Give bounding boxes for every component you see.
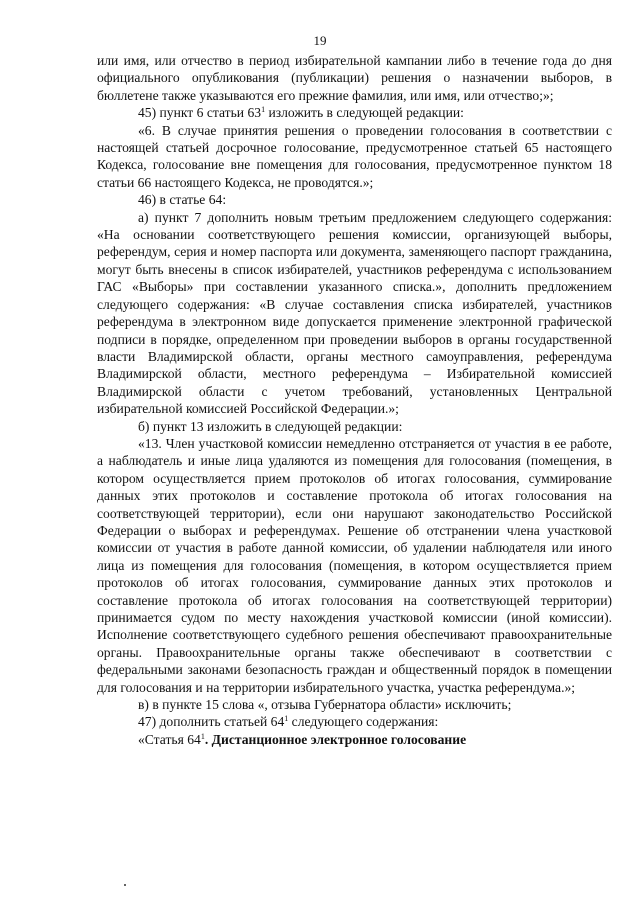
paragraph-subitem-v: в) в пункте 15 слова «, отзыва Губернатора области» исключить; — [138, 697, 512, 713]
paragraph-item-45 — [97, 104, 612, 121]
superscript: 1 — [200, 731, 205, 741]
paragraph-subitem-a: а) пункт 7 дополнить новым третьим предложением следующего содержания: «На основании соответствующего решения комиссии, организующей выборы, референдум, серия и номер паспорта или документа, заменяющего паспорт гражданина, могут быть внесены в список избирателей, участников референдума с использованием ГАС «Выборы» при составлении указанного списка.», дополнить предложением следующего содержания: «В случае составления списка избирателей, участников референдума в электронном виде допускается применение электронной графической подписи в порядке, определенном при проведении выборов в органы государственной власти Владимирской области, органы местного самоуправления, референдума Владимирской области, местного референдума – Избирательной комиссией Владимирской области с учетом требований, установленных Центральной избирательной комиссией Российской Федерации.»; — [97, 209, 612, 417]
article-heading-label: «Статья 64 — [138, 731, 201, 747]
paragraph-continuation: или имя, или отчество в период избирательной кампании либо в течение года до дня официального опубликования (публикации) решения о назначении выборов, в бюллетене также указываются его прежние фамилия, или имя, или отчество;»; — [97, 53, 612, 103]
item-45-suffix: изложить в следующей редакции: — [265, 105, 464, 121]
item-45-text: 45) пункт 6 статьи 63 — [138, 105, 262, 121]
paragraph-point-13: «13. Член участковой комиссии немедленно отстраняется от участия в ее работе, а наблюдатель и иные лица удаляются из помещения для голосования (помещения, в котором осуществляется прием протоколов об итогах голосования, суммирование данных этих протоколов и составление протокола об итогах голосования на соответствующей территории), если они нарушают законодательство Российской Федерации о выборах и референдумах. Решение об отстранении члена участковой комиссии от участия в работе данной комиссии, об удалении наблюдателя или иного лица из помещения для голосования (помещения, в котором осуществляется прием протоколов об итогах голосования, суммирование данных этих протоколов и составление протокола об итогах голосования на соответствующей территории) принимается судом по месту нахождения участковой комиссии (иной комиссии). Исполнение соответствующего судебного решения обеспечивают правоохранительные органы. Правоохранительные органы также обеспечивают в соответствии с федеральными законами безопасность граждан и общественный порядок в помещении для голосования и на территории избирательного участка, участка референдума.»; — [97, 435, 612, 695]
article-heading — [97, 731, 612, 748]
scan-speck — [124, 884, 126, 886]
paragraph-item-46: 46) в статье 64: — [138, 192, 227, 208]
page-number: 19 — [313, 33, 327, 48]
item-47-text: 47) дополнить статьей 64 — [138, 714, 285, 730]
paragraph-point-6: «6. В случае принятия решения о проведении голосования в соответствии с настоящей статьей досрочное голосование, предусмотренное статьей 65 настоящего Кодекса, голосование вне помещения для голосования, предусмотренное пунктом 18 статьи 66 настоящего Кодекса, не проводятся.»; — [97, 122, 612, 190]
superscript: 1 — [261, 105, 266, 115]
paragraph-subitem-b: б) пункт 13 изложить в следующей редакции: — [138, 418, 403, 434]
document-body — [97, 52, 612, 748]
item-47-suffix: следующего содержания: — [288, 714, 439, 730]
superscript: 1 — [284, 714, 289, 724]
article-heading-title: . Дистанционное электронное голосование — [204, 731, 467, 747]
paragraph-item-47 — [97, 713, 612, 730]
